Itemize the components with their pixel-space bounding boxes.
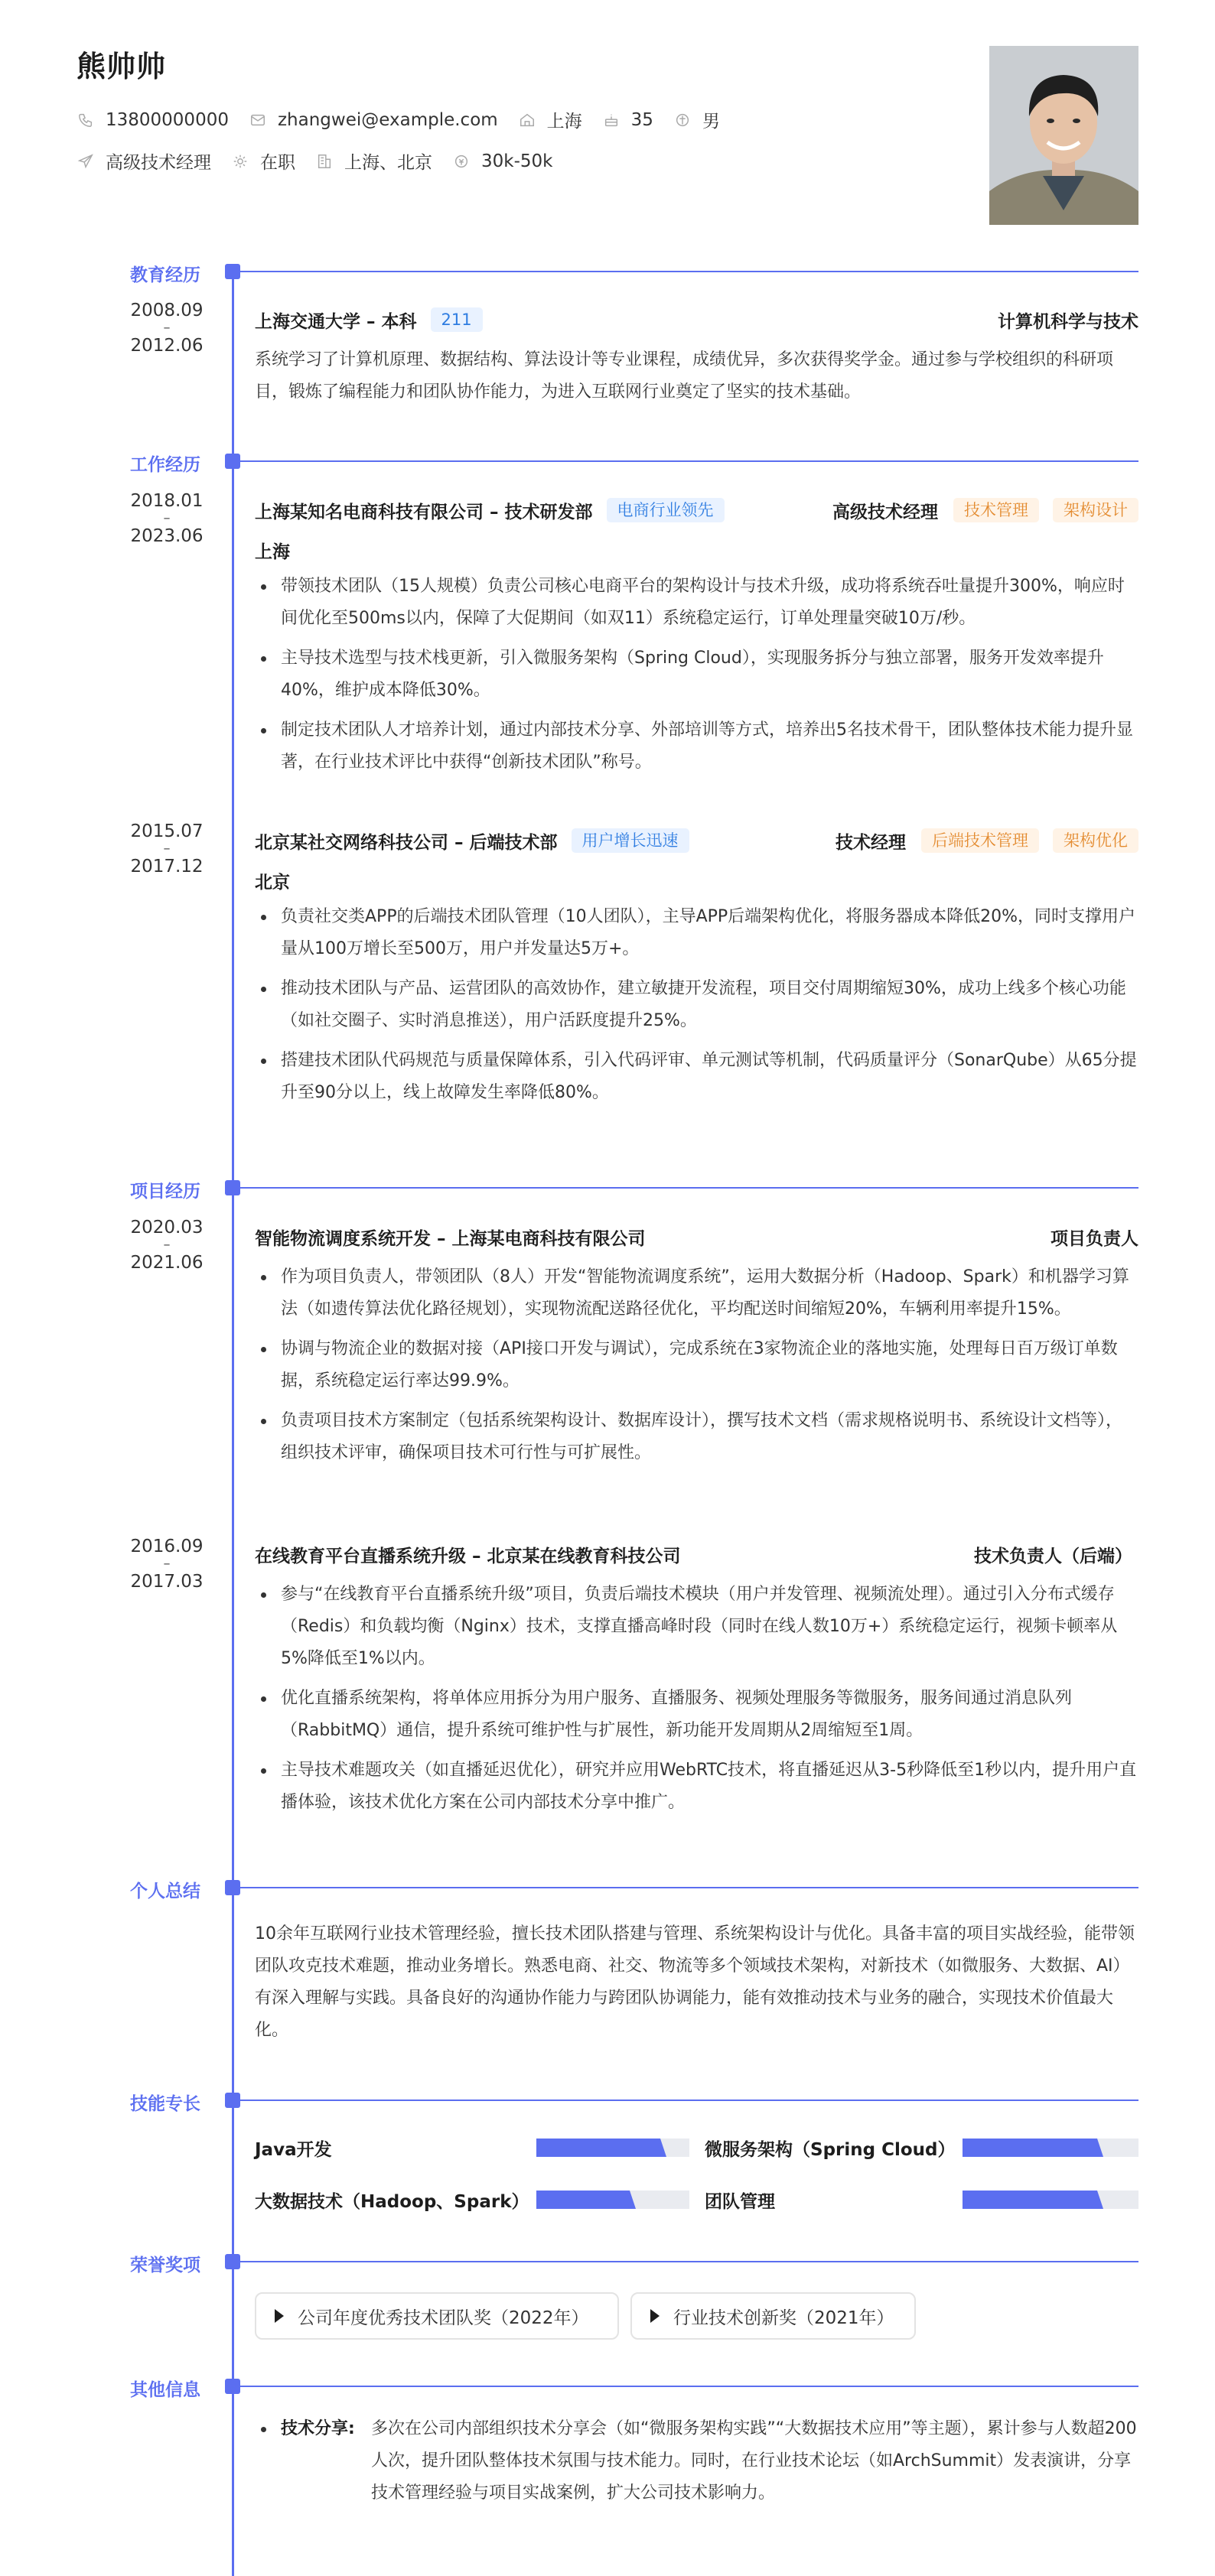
gender-icon <box>673 111 692 129</box>
section-title-education: 教育经历 <box>130 265 200 285</box>
work-date <box>115 822 219 876</box>
project-entry <box>255 1223 1138 1477</box>
other-text: 多次在公司内部组织技术分享会（如“微服务架构实践”“大数据技术应用”等主题），累计参与人数超200人次，提升团队整体技术氛围与技术能力。同时，在行业技术论坛（如ArchSummit）发表演讲，分享技术管理经验与项目实战案例，扩大公司技术影响力。 <box>371 2419 1137 2503</box>
phone-item <box>77 110 229 130</box>
mail-icon <box>249 111 267 129</box>
list-item: 协调与物流企业的数据对接（API接口开发与调试），完成系统在3家物流企业的落地实施，处理每日百万级订单数据，系统稳定运行率达99.9%。 <box>255 1333 1138 1397</box>
work-head <box>255 496 1138 524</box>
section-title-other: 其他信息 <box>130 2380 200 2400</box>
edu-tag: 211 <box>431 307 483 332</box>
project-end: 2017.03 <box>130 1572 204 1592</box>
work-head <box>255 827 1138 854</box>
skill-name: 微服务架构（Spring Cloud） <box>705 2140 956 2160</box>
work-end: 2023.06 <box>130 526 204 546</box>
skill-bar-fill <box>536 2191 636 2209</box>
send-icon <box>77 152 95 171</box>
list-item: 主导技术难题攻关（如直播延迟优化），研究并应用WebRTC技术，将直播延迟从3-5秒降低至1秒以内，提升用户直播体验，该技术优化方案在公司内部技术分享中推广。 <box>255 1755 1138 1819</box>
target-city-text: 上海、北京 <box>344 153 432 173</box>
skill-bar-fill <box>536 2139 666 2157</box>
work-tag: 技术管理 <box>953 498 1039 522</box>
edu-description: 系统学习了计算机原理、数据结构、算法设计等专业课程，成绩优异，多次获得奖学金。通过参与学校组织的科研项目，锻炼了编程能力和团队协作能力，为进入互联网行业奠定了坚实的技术基础。 <box>255 350 1114 402</box>
candidate-name: 熊帅帅 <box>77 50 167 83</box>
phone-text: 13800000000 <box>106 109 229 130</box>
list-item: 作为项目负责人，带领团队（8人）开发“智能物流调度系统”，运用大数据分析（Hadoop、Spark）和机器学习算法（如遗传算法优化路径规划），实现物流配送路径优化，平均配送时间缩短20%，车辆利用率提升15%。 <box>255 1261 1138 1325</box>
job-intent-row <box>77 148 572 174</box>
position-text: 高级技术经理 <box>106 153 211 173</box>
edu-major: 计算机科学与技术 <box>998 311 1138 332</box>
work-company: 北京某社交网络科技公司 – 后端技术部 <box>255 832 558 853</box>
section-title-summary: 个人总结 <box>130 1882 200 1901</box>
list-item: 参与“在线教育平台直播系统升级”项目，负责后端技术模块（用户并发管理、视频流处理）。通过引入分布式缓存（Redis）和负载均衡（Nginx）技术，支撑直播高峰时段（同时在线人数10万+）系统稳定运行，视频卡顿率从5%降低至1%以内。 <box>255 1579 1138 1675</box>
list-item: 搭建技术团队代码规范与质量保障体系，引入代码评审、单元测试等机制，代码质量评分（SonarQube）从65分提升至90分以上，线上故障发生率降低80%。 <box>255 1045 1138 1109</box>
gender-item <box>673 107 720 132</box>
list-item <box>255 2413 1138 2509</box>
list-item: 带领技术团队（15人规模）负责公司核心电商平台的架构设计与技术升级，成功将系统吞吐量提升300%，响应时间优化至500ms以内，保障了大促期间（如双11）系统稳定运行，订单处理量突破10万/秒。 <box>255 571 1138 635</box>
work-company-tag: 电商行业领先 <box>607 498 725 522</box>
work-company: 上海某知名电商科技有限公司 – 技术研发部 <box>255 502 593 522</box>
age-item <box>602 110 653 130</box>
work-role: 高级技术经理 <box>832 502 938 522</box>
other-info <box>255 2413 1138 2509</box>
list-item: 制定技术团队人才培养计划，通过内部技术分享、外部培训等方式，培养出5名技术骨干，团队整体技术能力提升显著，在行业技术评比中获得“创新技术团队”称号。 <box>255 714 1138 779</box>
skill-bar <box>963 2139 1138 2157</box>
skill-bar <box>963 2191 1138 2209</box>
edu-date <box>115 301 219 355</box>
section-divider <box>233 1887 1138 1888</box>
work-company-tag: 用户增长迅速 <box>572 828 689 853</box>
salary-item <box>452 151 552 171</box>
list-item: 推动技术团队与产品、运营团队的高效协作，建立敏捷开发流程，项目交付周期缩短30%，成功上线多个核心功能（如社交圈子、实时消息推送），用户活跃度提升25%。 <box>255 973 1138 1037</box>
profile-photo <box>989 46 1138 225</box>
project-head <box>255 1540 1138 1568</box>
project-head <box>255 1223 1138 1251</box>
cake-icon <box>602 111 621 129</box>
award-item <box>255 2292 619 2340</box>
edu-start: 2008.09 <box>130 301 204 320</box>
section-title-projects: 项目经历 <box>130 1182 200 1202</box>
project-bullets <box>255 1579 1138 1819</box>
work-entry <box>255 496 1138 786</box>
status-item <box>231 148 295 174</box>
status-text: 在职 <box>260 153 295 173</box>
timeline-line <box>232 272 234 2576</box>
work-start: 2018.01 <box>130 491 204 511</box>
salary-text: 30k-50k <box>481 151 553 171</box>
location-item <box>518 107 582 132</box>
email-item <box>249 110 498 130</box>
project-start: 2020.03 <box>130 1218 204 1238</box>
building-icon <box>315 152 334 171</box>
email-text: zhangwei@example.com <box>277 109 498 130</box>
coin-icon <box>452 152 471 171</box>
skill-bar <box>536 2139 689 2157</box>
edu-end: 2012.06 <box>130 336 204 356</box>
award-text: 行业技术创新奖（2021年） <box>673 2308 894 2328</box>
work-date-dash: – <box>163 841 171 857</box>
skill-bar-fill <box>963 2139 1103 2157</box>
work-role: 技术经理 <box>836 832 906 853</box>
section-divider <box>233 2100 1138 2101</box>
skill-name: 团队管理 <box>705 2192 775 2212</box>
section-title-honors: 荣誉奖项 <box>130 2256 200 2275</box>
work-start: 2015.07 <box>130 821 204 841</box>
list-item: 负责项目技术方案制定（包括系统架构设计、数据库设计），撰写技术文档（需求规格说明书、系统设计文档等），组织技术评审，确保项目技术可行性与可扩展性。 <box>255 1405 1138 1469</box>
project-title: 在线教育平台直播系统升级 – 北京某在线教育科技公司 <box>255 1546 681 1566</box>
play-icon <box>275 2309 284 2323</box>
work-tag: 架构设计 <box>1053 498 1138 522</box>
work-city: 上海 <box>255 542 290 562</box>
section-divider <box>233 2386 1138 2387</box>
section-title-work: 工作经历 <box>130 455 200 475</box>
gear-icon <box>231 152 249 171</box>
skill-bar-fill <box>963 2191 1103 2209</box>
award-item <box>630 2292 916 2340</box>
education-entry <box>255 306 1138 408</box>
skill-name: Java开发 <box>255 2140 332 2160</box>
home-icon <box>518 111 536 129</box>
work-bullets <box>255 571 1138 779</box>
play-icon <box>650 2309 660 2323</box>
contact-row <box>77 107 740 132</box>
work-city: 北京 <box>255 873 290 893</box>
work-end: 2017.12 <box>130 857 204 877</box>
project-bullets <box>255 1261 1138 1469</box>
edu-head <box>255 306 1138 333</box>
location-text: 上海 <box>546 112 582 132</box>
target-city-item <box>315 148 432 174</box>
section-title-skills: 技能专长 <box>130 2094 200 2114</box>
project-end: 2021.06 <box>130 1253 204 1273</box>
edu-date-dash: – <box>163 320 171 336</box>
award-text: 公司年度优秀技术团队奖（2022年） <box>298 2308 589 2328</box>
list-item: 优化直播系统架构，将单体应用拆分为用户服务、直播服务、视频处理服务等微服务，服务间通过消息队列（RabbitMQ）通信，提升系统可维护性与扩展性，新功能开发周期从2周缩短至1周。 <box>255 1683 1138 1747</box>
work-date <box>115 492 219 545</box>
position-item <box>77 148 211 174</box>
project-role: 项目负责人 <box>1051 1228 1138 1249</box>
section-divider <box>233 460 1138 462</box>
list-item: 负责社交类APP的后端技术团队管理（10人团队），主导APP后端架构优化，将服务器成本降低20%，同时支撑用户量从100万增长至500万，用户并发量达5万+。 <box>255 901 1138 965</box>
project-role: 技术负责人（后端） <box>974 1546 1132 1566</box>
list-item: 主导技术选型与技术栈更新，引入微服务架构（Spring Cloud），实现服务拆分与独立部署，服务开发效率提升40%，维护成本降低30%。 <box>255 642 1138 707</box>
work-entry <box>255 827 1138 1117</box>
gender-text: 男 <box>702 112 720 132</box>
project-date <box>115 1218 219 1272</box>
project-date <box>115 1537 219 1591</box>
work-tag: 架构优化 <box>1053 828 1138 853</box>
project-title: 智能物流调度系统开发 – 上海某电商科技有限公司 <box>255 1228 646 1249</box>
project-entry <box>255 1540 1138 1826</box>
work-date-dash: – <box>163 510 171 526</box>
project-date-dash: – <box>163 1556 171 1572</box>
summary-text: 10余年互联网行业技术管理经验，擅长技术团队搭建与管理、系统架构设计与优化。具备丰富的项目实战经验，能带领团队攻克技术难题，推动业务增长。熟悉电商、社交、物流等多个领域技术架构，对新技术（如微服务、大数据、AI）有深入理解与实践。具备良好的沟通协作能力与跨团队协调能力，能有效推动技术与业务的融合，实现技术价值最大化。 <box>255 1924 1135 2040</box>
work-tag: 后端技术管理 <box>921 828 1039 853</box>
phone-icon <box>77 111 95 129</box>
skill-name: 大数据技术（Hadoop、Spark） <box>255 2192 529 2212</box>
section-divider <box>233 271 1138 272</box>
other-label: 技术分享: <box>281 2419 355 2438</box>
age-text: 35 <box>630 109 653 130</box>
edu-school: 上海交通大学 – 本科 <box>255 311 417 332</box>
project-start: 2016.09 <box>130 1537 204 1556</box>
section-divider <box>233 2261 1138 2262</box>
work-bullets <box>255 901 1138 1109</box>
skill-bar <box>536 2191 689 2209</box>
project-date-dash: – <box>163 1237 171 1253</box>
section-divider <box>233 1187 1138 1189</box>
